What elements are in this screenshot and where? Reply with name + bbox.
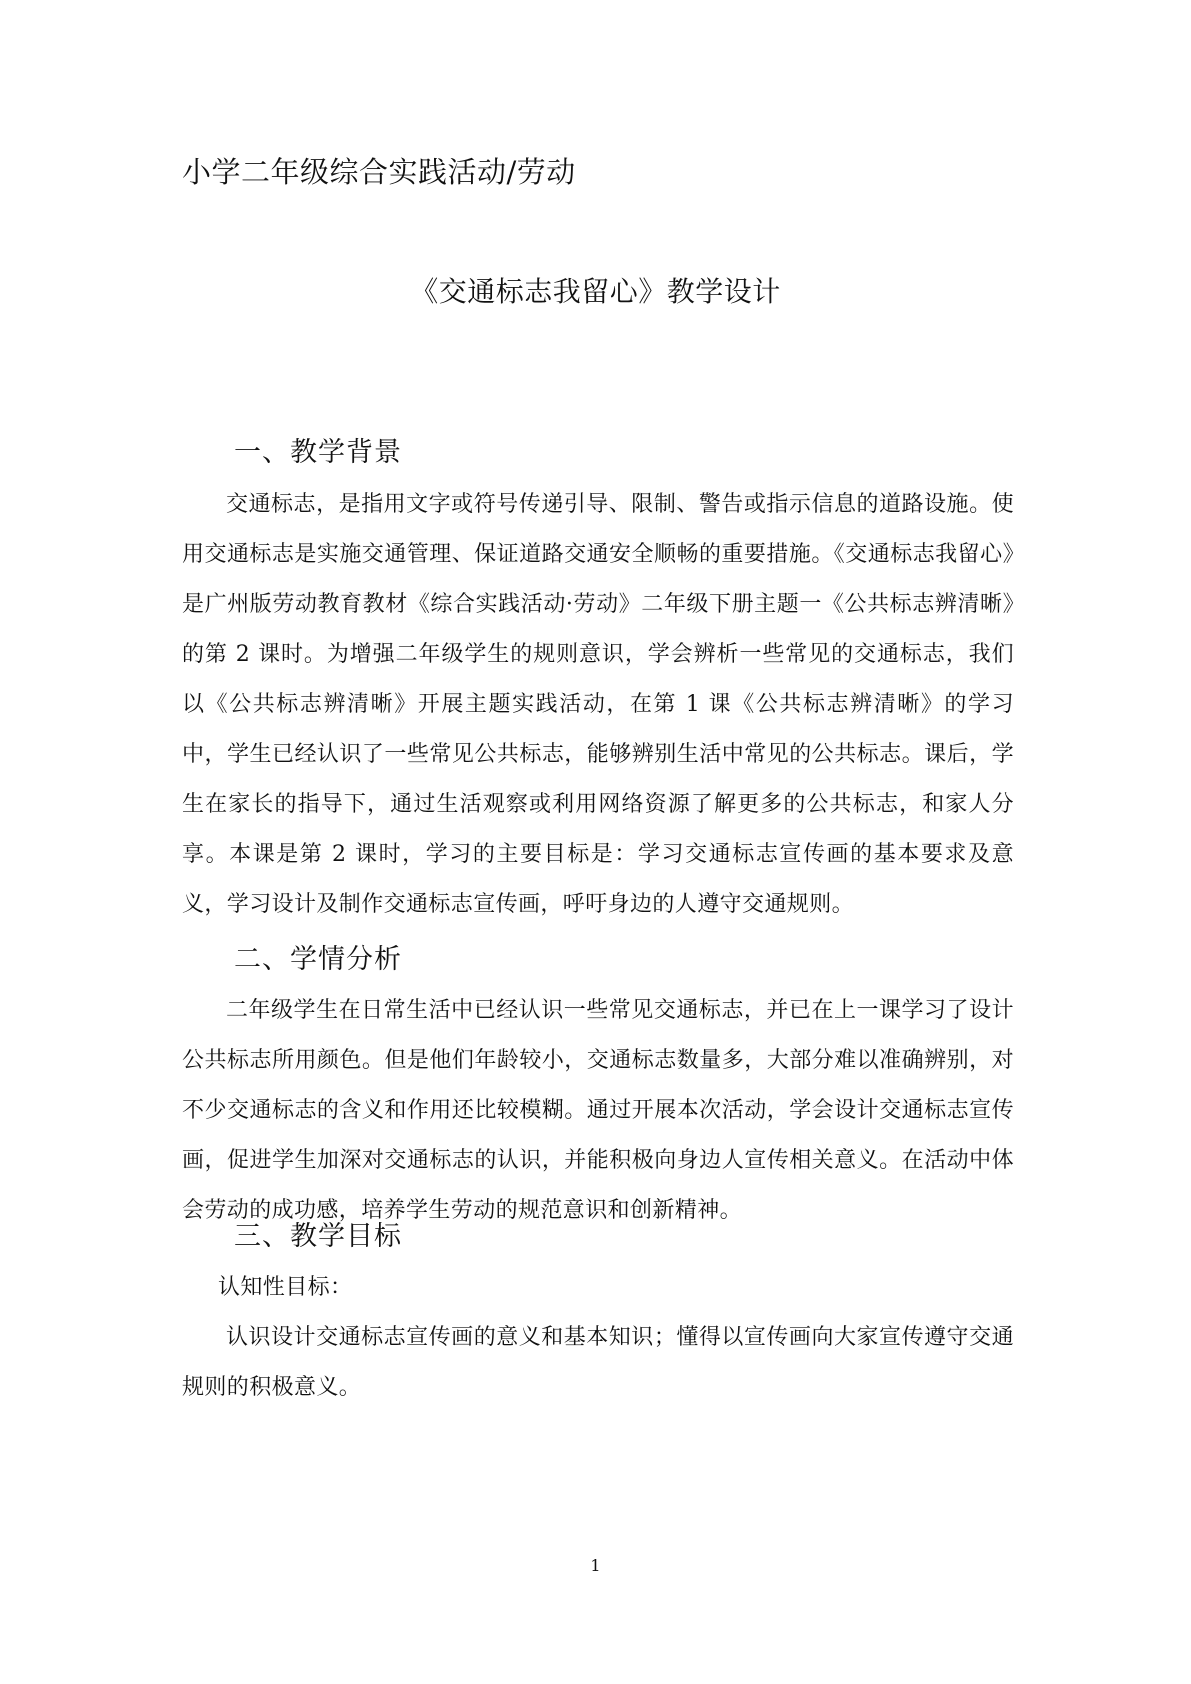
section-paragraph-analysis: 二年级学生在日常生活中已经认识一些常见交通标志，并已在上一课学习了设计公共标志所用颜色。但是他们年龄较小，交通标志数量多，大部分难以准确辨别，对不少交通标志的含义和作用还比较模糊。通过开展本次活动，学会设计交通标志宣传画，促进学生加深对交通标志的认识，并能积极向身边人宣传相关意义。在活动中体会劳动的成功感，培养学生劳动的规范意识和创新精神。 (182, 998, 1014, 1223)
page-number: 1 (590, 1556, 601, 1575)
section-heading-analysis: 二、学情分析 (234, 944, 402, 975)
course-header: 小学二年级综合实践活动/劳动 (182, 155, 576, 189)
section-heading-background: 一、教学背景 (234, 437, 402, 468)
section-paragraph-objectives: 认识设计交通标志宣传画的意义和基本知识；懂得以宣传画向大家宣传遵守交通规则的积极意义。 (182, 1325, 1014, 1400)
objective-sub-label: 认知性目标： (218, 1275, 353, 1300)
section-heading-objectives: 三、教学目标 (234, 1221, 402, 1252)
document-title: 《交通标志我留心》教学设计 (410, 275, 781, 308)
section-paragraph-background: 交通标志，是指用文字或符号传递引导、限制、警告或指示信息的道路设施。使用交通标志是实施交通管理、保证道路交通安全顺畅的重要措施。《交通标志我留心》是广州版劳动教育教材《综合实践活动·劳动》二年级下册主题一《公共标志辨清晰》的第 2 课时。为增强二年级学生的规则意识，学会辨析一些常见的交通标志，我们以《公共标志辨清晰》开展主题实践活动，在第 1 课《公共标志辨清晰》的学习中，学生已经认识了一些常见公共标志，能够辨别生活中常见的公共标志。课后，学生在家长的指导下，通过生活观察或利用网络资源了解更多的公共标志，和家人分享。本课是第 2 课时，学习的主要目标是：学习交通标志宣传画的基本要求及意义，学习设计及制作交通标志宣传画，呼吁身边的人遵守交通规则。 (182, 492, 1014, 917)
